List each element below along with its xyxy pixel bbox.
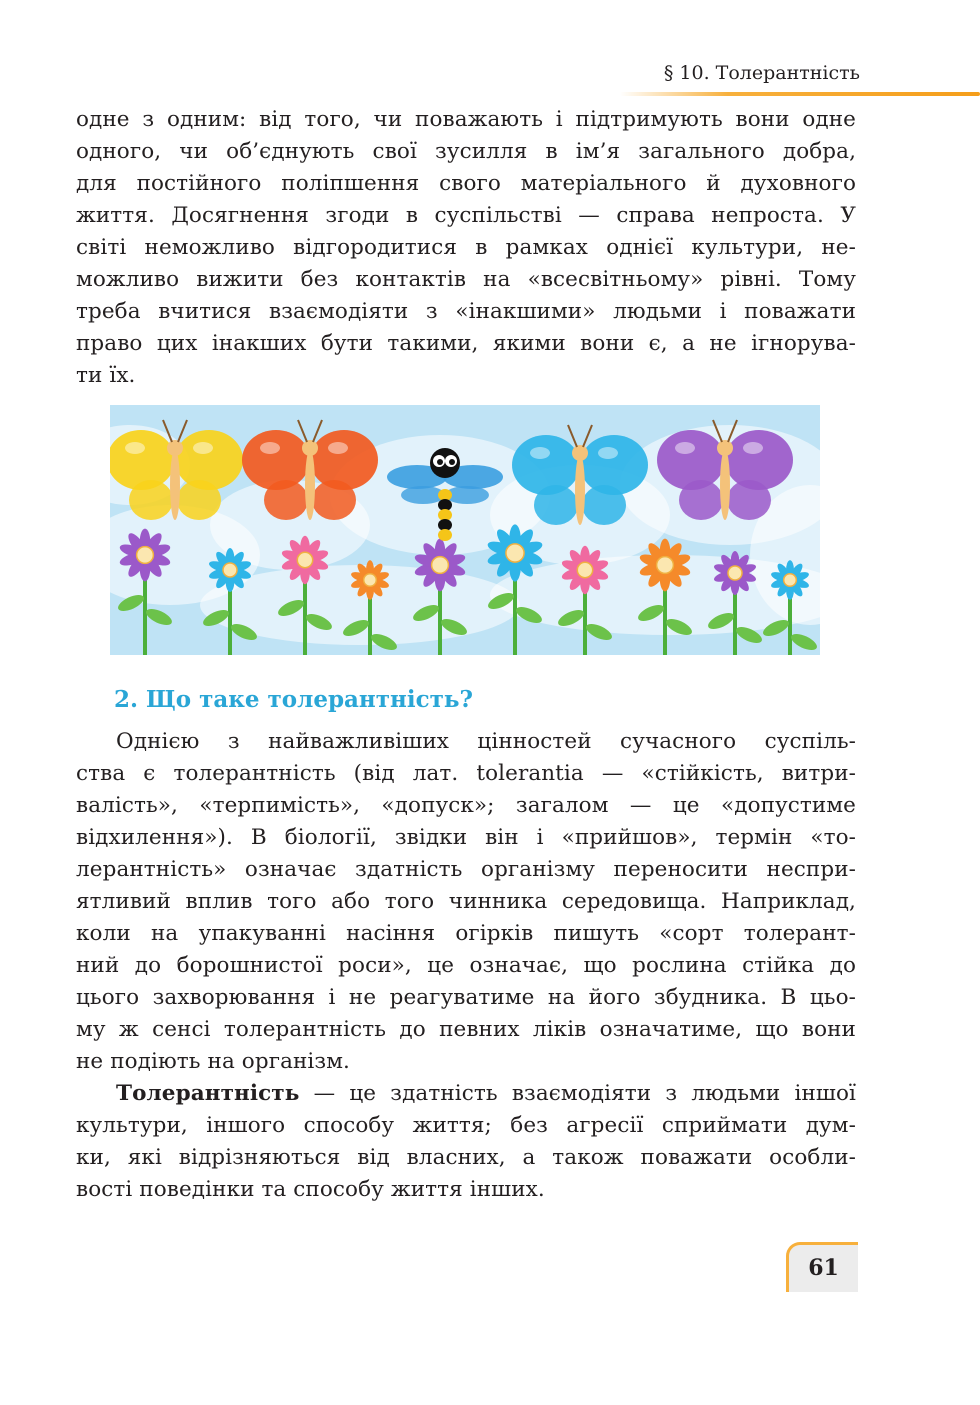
text-line: му ж сенсі толерантність до певних ліків означатиме, що вони [76,1017,856,1042]
wing-shine [675,442,695,454]
text-line: культури, іншого способу життя; без агресії сприймати дум- [76,1113,856,1138]
text-line: не подіють на організм. [76,1049,350,1074]
text-line: ти їх. [76,363,136,388]
text-line: цього захворювання і не реагуватиме на його збудника. В цьо- [76,985,856,1010]
text-line [76,1078,856,1110]
head [167,440,183,456]
text-line: можливо вижити без контактів на «всесвітньому» рівні. Тому [76,267,856,292]
flower-center [728,566,742,580]
paragraph-1 [76,104,856,392]
illustration-svg [110,405,820,655]
wing [310,430,378,490]
head [302,440,318,456]
text-line: лерантність» означає здатність організму переносити неспри- [76,857,856,882]
wing [534,485,578,525]
text-line: ний до борошнистої роси», це означає, що рослина стійка до [76,953,856,978]
text-line: право цих інакших бути такими, якими вони є, а не ігнорува- [76,331,856,356]
wing-shine [125,442,145,454]
pupil [437,459,443,465]
text-line: відхилення»). В біології, звідки він і «прийшов», термін «то- [76,825,856,850]
definition-term: Толерантність [116,1081,300,1106]
wing [242,430,310,490]
wing [727,480,771,520]
head [572,445,588,461]
flower-center [506,544,524,562]
flower-center [137,547,154,564]
text-line: одне з одним: від того, чи поважають і підтримують вони одне [76,107,856,132]
header-rule [620,92,980,96]
wing [580,435,648,495]
wing [175,430,243,490]
wing [129,480,173,520]
wing-shine [193,442,213,454]
head [717,440,733,456]
wing [264,480,308,520]
pupil [449,459,455,465]
wing-shine [328,442,348,454]
text-line: ки, які відрізняються від власних, а також поважати особли- [76,1145,856,1170]
text-line: ства є толерантність (від лат. tolerantia — «стійкість, витри- [76,761,856,786]
flower-center [657,557,674,574]
wing [512,435,580,495]
body [305,450,315,520]
text-line: валість», «терпимість», «допуск»; загалом — це «допустиме [76,793,856,818]
wing [657,430,725,490]
wing-shine [260,442,280,454]
wing-shine [598,447,618,459]
flower-center [432,557,449,574]
text-line: треба вчитися взаємодіяти з «інакшими» людьми і поважати [76,299,856,324]
text-line: Однією з найважливіших цінностей сучасного суспіль- [116,729,856,754]
text-line: вості поведінки та способу життя інших. [76,1177,545,1202]
wing [312,480,356,520]
text-line: ятливий вплив того або того чинника середовища. Наприклад, [76,889,856,914]
flower-center [577,562,592,577]
text-line: для постійного поліпшення свого матеріального й духовного [76,171,856,196]
text-line: одного, чи об’єднують свої зусилля в ім’я загального добра, [76,139,856,164]
flower-center [297,552,312,567]
paragraph-2 [76,726,856,1078]
running-header: § 10. Толерантність [663,62,860,84]
wing-shine [743,442,763,454]
page-number-box [786,1242,858,1292]
wing [582,485,626,525]
wing-shine [530,447,550,459]
body-segment [438,529,452,541]
definition-text: — це здатність взаємодіяти з людьми іншої [299,1081,856,1106]
text-line: життя. Досягнення згоди в суспільстві — справа непроста. У [76,203,856,228]
body [575,455,585,525]
butterflies-flowers-illustration [110,405,820,655]
wing [679,480,723,520]
flower-center [364,574,377,587]
flower-center [223,563,237,577]
wing [110,430,175,490]
body [170,450,180,520]
paragraph-3 [76,1078,856,1206]
section-heading: 2. Що таке толерантність? [114,686,473,713]
flower-center [784,574,797,587]
text-line: коли на упакуванні насіння огірків пишуть «сорт толерант- [76,921,856,946]
text-line: світі неможливо відгородитися в рамках однієї культури, не- [76,235,856,260]
wing [725,430,793,490]
wing [177,480,221,520]
body [720,450,730,520]
page-number: 61 [808,1255,839,1281]
